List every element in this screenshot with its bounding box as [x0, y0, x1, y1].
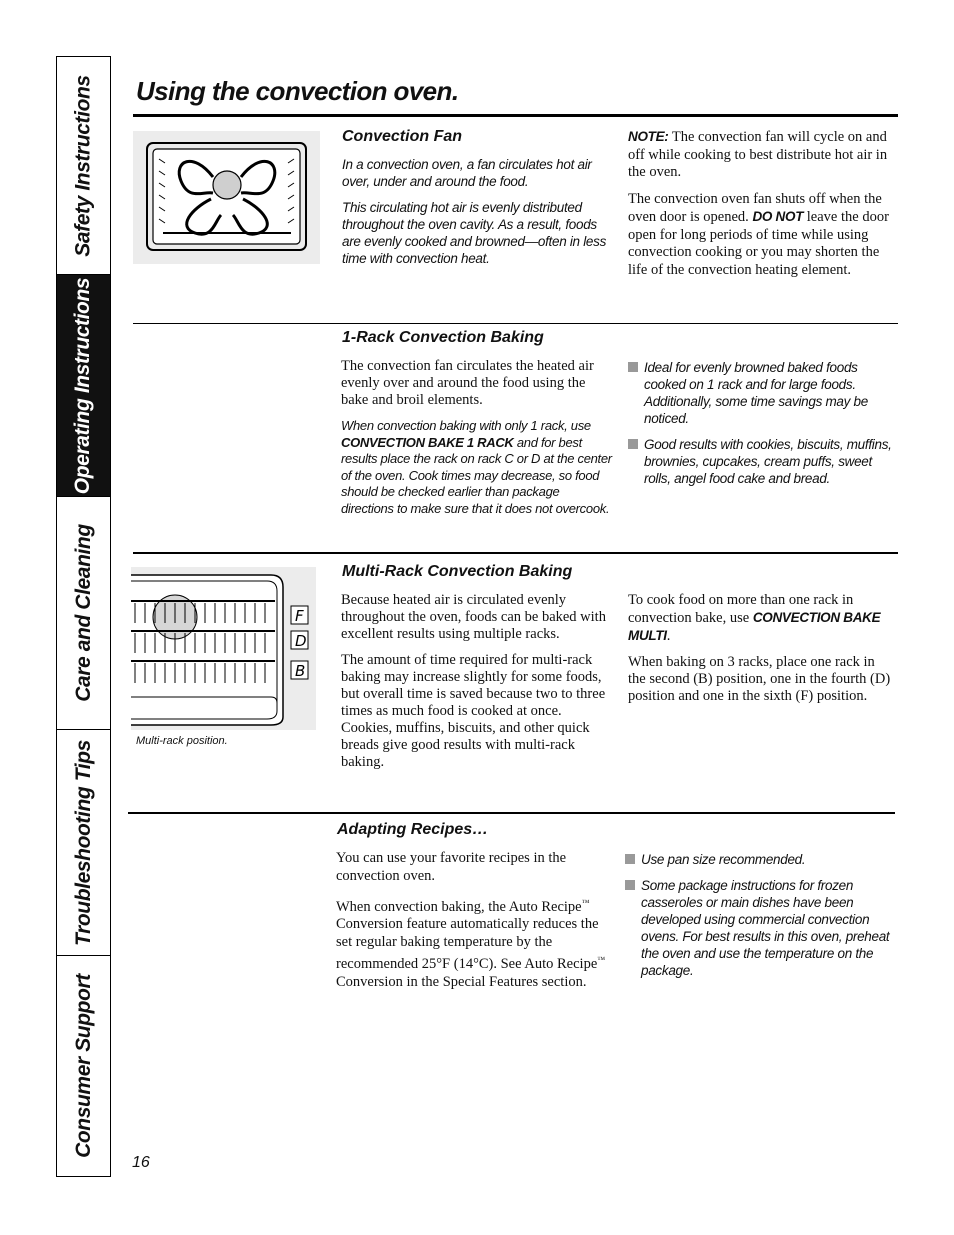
adapting-recipes-bullets — [625, 851, 895, 988]
section-tab-bar — [56, 56, 111, 1177]
list-item — [625, 877, 895, 979]
trademark-symbol: ™ — [597, 955, 606, 965]
one-rack-heading: 1-Rack Convection Baking — [342, 329, 544, 346]
tab-operating-instructions[interactable] — [57, 275, 110, 497]
title-rule — [133, 114, 898, 117]
mode-label: CONVECTION BAKE MULTI — [628, 610, 881, 643]
paragraph-text: Conversion in the Special Features section. — [336, 973, 587, 990]
tab-troubleshooting-tips[interactable] — [57, 730, 110, 956]
warning-text: leave the door open for long periods of time while using convection cooking or you may shorten the life of the convection heating element. — [628, 209, 889, 278]
tab-label: Consumer Support — [71, 974, 95, 1158]
multi-rack-mode — [628, 592, 896, 645]
convection-fan-notes — [628, 128, 893, 288]
instruction-text: When convection baking with only 1 rack, use — [341, 418, 591, 433]
multi-rack-heading: Multi-Rack Convection Baking — [342, 563, 573, 580]
list-item — [625, 851, 895, 868]
one-rack-paragraph: The convection fan circulates the heated air evenly over and around the food using the bake and broil elements. — [341, 358, 594, 408]
bullet-square-icon — [625, 880, 635, 890]
section-divider — [133, 552, 898, 554]
fan-note — [628, 128, 893, 182]
rack-label-b: B — [295, 662, 306, 680]
multi-rack-illustration — [131, 567, 316, 730]
multi-rack-instructions — [628, 592, 896, 714]
trademark-symbol: ™ — [581, 898, 590, 907]
tab-consumer-support[interactable] — [57, 956, 110, 1176]
adapting-recipes-body — [336, 850, 608, 1000]
tab-label: Care and Cleaning — [71, 524, 95, 702]
fan-paragraph: In a convection oven, a fan circulates hot air over, under and around the food. — [342, 157, 592, 189]
instruction-text: To cook food on more than one rack in convection bake, use — [628, 592, 854, 626]
fan-paragraph: This circulating hot air is evenly distributed throughout the oven cavity. As a result, foods are evenly cooked and browned—often in less time with convection heat. — [342, 200, 607, 266]
list-item — [628, 359, 896, 427]
bullet-square-icon — [628, 439, 638, 449]
note-label: NOTE: — [628, 129, 669, 144]
convection-fan-illustration — [133, 131, 320, 264]
rack-label-d: D — [295, 632, 307, 650]
warning-text: The convection oven fan shuts off when the oven door is opened. — [628, 190, 882, 225]
bullet-text: Some package instructions for frozen casseroles or main dishes have been developed using commercial convection ovens. For best results in this oven, preheat the oven and use the temperature on the package. — [641, 878, 890, 978]
one-rack-instructions — [341, 418, 613, 517]
page-number: 16 — [132, 1154, 150, 1171]
tab-label: Operating Instructions — [71, 277, 95, 494]
tab-label: Troubleshooting Tips — [71, 739, 95, 946]
instruction-text: . — [666, 628, 671, 644]
tab-label: Safety Instructions — [71, 74, 95, 257]
oven-airflow-icon — [133, 131, 320, 264]
one-rack-bullets — [628, 359, 896, 496]
page-title: Using the convection oven. — [136, 76, 459, 106]
tab-safety-instructions[interactable] — [57, 57, 110, 275]
convection-fan-intro — [342, 156, 612, 276]
auto-recipe-paragraph — [336, 894, 608, 991]
adapting-recipes-heading: Adapting Recipes… — [337, 821, 489, 838]
bullet-text: Ideal for evenly browned baked foods cooked on 1 rack and for large foods. Additionally, some time savings may be noticed. — [644, 360, 868, 426]
note-text: The convection fan will cycle on and off while cooking to best distribute hot air in the oven. — [628, 129, 888, 180]
do-not-label: DO NOT — [752, 209, 804, 224]
paragraph-text: When convection baking, the Auto Recipe — [336, 898, 582, 915]
mode-label: CONVECTION BAKE 1 RACK — [341, 434, 514, 450]
instruction-text: and for best results place the rack on rack C or D at the center of the oven. Cook times may decrease, so food should be checked earlier than package directions to make sure that it does not overcook. — [341, 434, 612, 516]
tab-care-and-cleaning[interactable] — [57, 497, 110, 730]
section-divider — [128, 812, 895, 814]
multi-rack-paragraph: The amount of time required for multi-rack baking may increase slightly for some foods, but overall time is saved because two to three times as much food is cooked at once. Cookies, muffins, biscuits, and other quick breads give good results with multi-rack baking. — [341, 652, 606, 770]
bullet-text: Use pan size recommended. — [641, 852, 806, 867]
section-divider — [133, 323, 898, 324]
multi-rack-placement: When baking on 3 racks, place one rack in the second (B) position, one in the fourth (D) position and one in the sixth (F) position. — [628, 654, 891, 704]
list-item — [628, 436, 896, 487]
paragraph-text: Conversion feature automatically reduces the set regular baking temperature by the recommended 25°F (14°C). See Auto Recipe — [336, 916, 599, 973]
rack-label-f: F — [295, 607, 304, 625]
multi-rack-caption: Multi-rack position. — [136, 735, 228, 747]
bullet-square-icon — [628, 362, 638, 372]
bullet-text: Good results with cookies, biscuits, muffins, brownies, cupcakes, cream puffs, sweet rolls, angel food cake and bread. — [644, 437, 892, 486]
adapting-paragraph: You can use your favorite recipes in the convection oven. — [336, 850, 567, 884]
fan-door-warning — [628, 191, 893, 280]
bullet-square-icon — [625, 854, 635, 864]
multi-rack-body — [341, 592, 613, 780]
multi-rack-paragraph: Because heated air is circulated evenly throughout the oven, foods can be baked with excellent results using multiple racks. — [341, 592, 606, 642]
convection-fan-heading: Convection Fan — [342, 128, 463, 145]
multi-rack-oven-icon — [131, 567, 316, 730]
one-rack-body — [341, 358, 613, 526]
